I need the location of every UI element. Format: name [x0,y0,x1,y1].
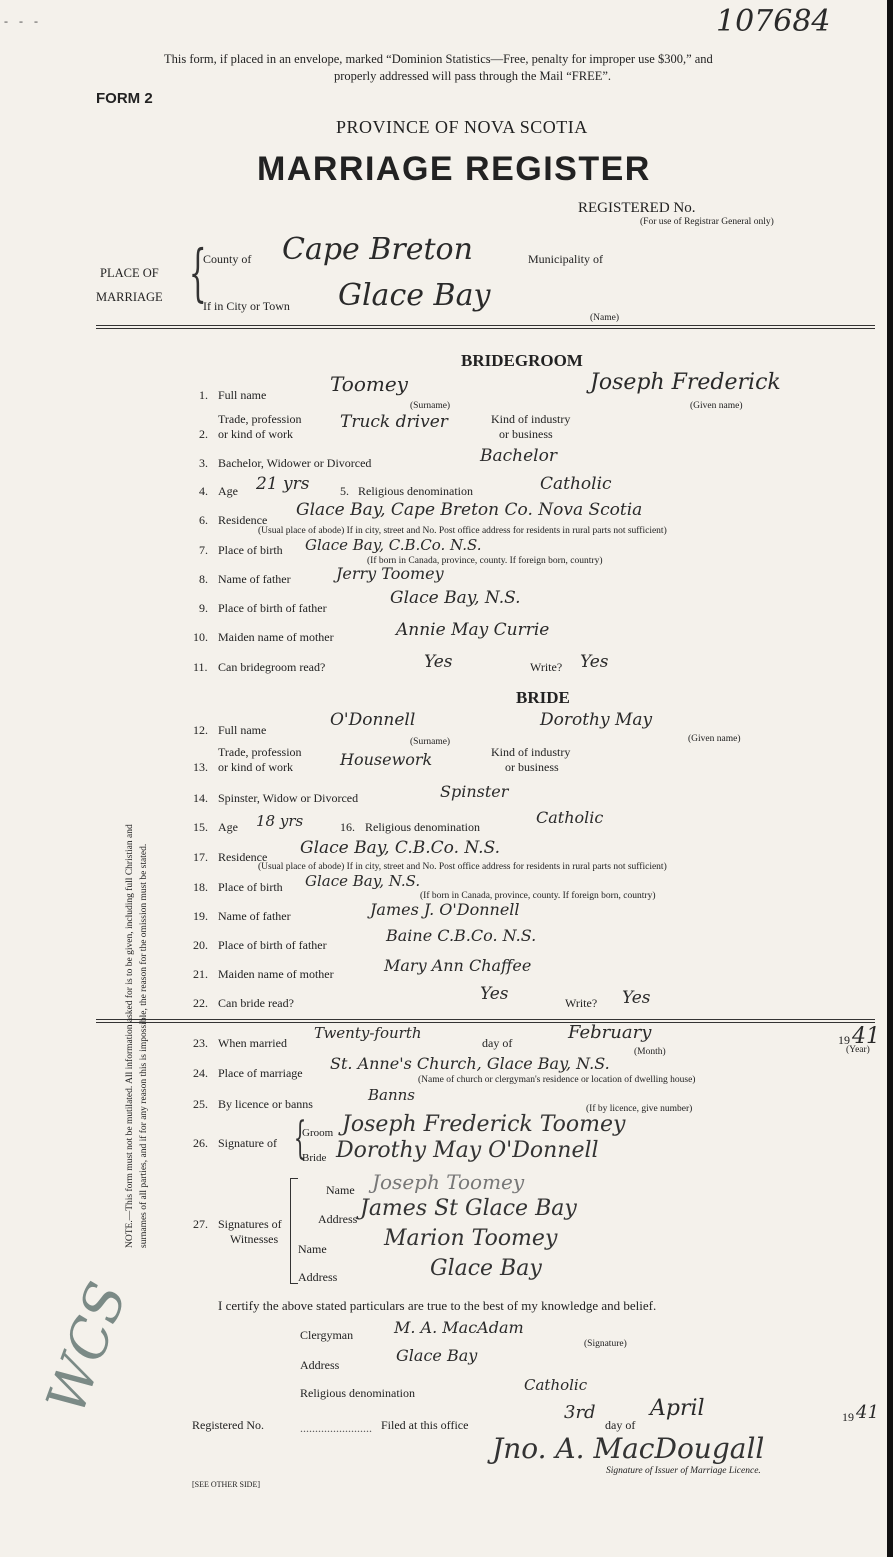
notice-line-2: properly addressed will pass through the Mail “FREE”. [334,69,612,83]
row-number: 19. [193,909,208,923]
denomination-label: Religious denomination [300,1386,415,1400]
row-number: 12. [193,723,208,737]
corner-marks: - - - [4,14,42,28]
witness-name-label: Name [298,1242,327,1256]
bride-write-label: Write? [565,996,598,1010]
row-number: 13. [193,760,208,774]
witnesses-label-b: Witnesses [230,1232,279,1246]
certification-statement: I certify the above stated particulars are true to the best of my knowledge and belief. [218,1298,657,1313]
notice-line-1: This form, if placed in an envelope, marked “Dominion Statistics—Free, penalty for improper use $300,” and [164,52,713,66]
groom-religion-label: Religious denomination [358,484,473,498]
row-number: 4. [199,484,208,498]
groom-write-label: Write? [530,660,563,674]
witness-address-label: Address [318,1212,358,1226]
bride-status: Spinster [440,782,509,801]
row-number: 26. [193,1136,208,1150]
bride-trade: Housework [340,750,433,769]
bridegroom-heading: BRIDEGROOM [461,351,583,370]
city-value: Glace Bay [338,278,491,313]
issuer-signature: Jno. A. MacDougall [492,1432,765,1465]
witness-2-address: Glace Bay [430,1256,542,1281]
groom-birthplace-label: Place of birth [218,543,283,557]
bride-full-name-label: Full name [218,723,267,737]
place-note: (Name of church or clergyman's residence or location of dwelling house) [418,1075,696,1085]
clergyman-label: Clergyman [300,1328,354,1342]
groom-industry-label-a: Kind of industry [491,412,571,426]
groom-signature: Joseph Frederick Toomey [342,1112,626,1137]
bride-read-label: Can bride read? [218,996,294,1010]
row-number: 5. [340,484,349,498]
groom-residence-label: Residence [218,513,268,527]
row-number: 20. [193,938,208,952]
surname-note: (Surname) [410,401,451,411]
married-year: 41 [852,1024,880,1049]
residence-note: (Usual place of abode) If in city, street and No. Post office address for residents in rural parts not sufficient) [258,526,667,536]
filed-month: April [650,1396,705,1421]
row-number: 25. [193,1097,208,1111]
groom-status: Bachelor [480,446,557,466]
groom-full-name-label: Full name [218,388,267,402]
row-number: 10. [193,630,208,644]
groom-label: Groom [302,1127,334,1139]
clergyman-address: Glace Bay [396,1346,478,1365]
filed-year-prefix: 19 [842,1410,854,1424]
year-prefix: 19 [838,1033,850,1047]
bride-industry-label-b: or business [505,760,559,774]
row-number: 9. [199,601,208,615]
row-number: 27. [193,1217,208,1231]
row-number: 22. [193,996,208,1010]
bride-birthplace-label: Place of birth [218,880,283,894]
residence-note: (Usual place of abode) If in city, street and No. Post office address for residents in rural parts not sufficient) [258,862,667,872]
see-other-side: [SEE OTHER SIDE] [192,1480,260,1489]
filed-label: Filed at this office [381,1418,469,1432]
groom-father-label: Name of father [218,572,291,586]
given-name-note: (Given name) [690,401,743,411]
groom-surname: Toomey [330,372,408,396]
groom-father: Jerry Toomey [336,564,444,583]
bride-age-label: Age [218,820,238,834]
surname-note: (Surname) [410,737,451,747]
registered-no-label: REGISTERED No. [578,200,696,216]
form-label: FORM 2 [96,90,153,107]
year-note: (Year) [846,1045,870,1055]
groom-age: 21 yrs [256,474,310,494]
witness-address-label: Address [298,1270,338,1284]
bride-status-label: Spinster, Widow or Divorced [218,791,359,805]
bride-write: Yes [622,988,651,1008]
marriage-place: St. Anne's Church, Glace Bay, N.S. [330,1054,610,1073]
municipality-label: Municipality of [528,252,603,266]
clergyman-denomination: Catholic [524,1376,588,1394]
witness-bracket [290,1178,298,1284]
serial-stamp: 107684 [716,4,831,39]
groom-residence: Glace Bay, Cape Breton Co. Nova Scotia [296,500,643,520]
place-of-marriage-label: Place of marriage [218,1066,303,1080]
registered-no-footer-label: Registered No. [192,1418,264,1432]
bride-mother: Mary Ann Chaffee [384,956,532,975]
filed-day-of-label: day of [605,1418,636,1432]
given-name-note: (Given name) [688,734,741,744]
row-number: 11. [193,660,208,674]
divider [96,325,875,329]
licence-value: Banns [368,1086,415,1104]
witness-2-name: Marion Toomey [384,1226,558,1251]
groom-birthplace: Glace Bay, C.B.Co. N.S. [305,536,482,554]
row-number: 17. [193,850,208,864]
married-day: Twenty-fourth [314,1024,422,1042]
groom-mother: Annie May Currie [396,620,550,640]
bride-surname: O'Donnell [330,710,416,730]
married-month: February [568,1022,652,1043]
groom-status-label: Bachelor, Widower or Divorced [218,456,372,470]
bride-signature: Dorothy May O'Donnell [336,1138,599,1163]
row-number: 18. [193,880,208,894]
bride-given-name: Dorothy May [540,710,653,730]
bride-birthplace: Glace Bay, N.S. [305,872,421,890]
row-number: 21. [193,967,208,981]
filed-year: 41 [856,1402,879,1423]
birth-note: (If born in Canada, province, county. If foreign born, country) [420,891,656,901]
groom-given-name: Joseph Frederick [590,370,781,395]
bride-heading: BRIDE [516,688,570,707]
row-number: 15. [193,820,208,834]
bride-father-birth-label: Place of birth of father [218,938,327,952]
divider [96,1019,875,1023]
row-number: 24. [193,1066,208,1080]
row-number: 8. [199,572,208,586]
groom-trade-label-a: Trade, profession [218,412,302,426]
licence-label: By licence or banns [218,1097,313,1111]
groom-read-label: Can bridegroom read? [218,660,326,674]
groom-industry-label-b: or business [499,427,553,441]
city-label: If in City or Town [203,299,290,313]
bride-father-birth: Baine C.B.Co. N.S. [386,926,537,945]
groom-read: Yes [424,652,453,672]
bride-mother-label: Maiden name of mother [218,967,334,981]
province-heading: PROVINCE OF NOVA SCOTIA [336,117,588,137]
clergyman-signature: M. A. MacAdam [394,1318,524,1337]
margin-initials: WCS [34,1274,139,1422]
registrar-note: (For use of Registrar General only) [640,217,774,227]
groom-religion: Catholic [540,474,612,494]
bride-read: Yes [480,984,509,1004]
bride-trade-label-b: or kind of work [218,760,293,774]
brace-icon: { [188,236,207,309]
witness-name-label: Name [326,1183,355,1197]
groom-age-label: Age [218,484,238,498]
witness-1-address: James St Glace Bay [360,1196,577,1221]
row-number: 14. [193,791,208,805]
county-label: County of [203,252,252,266]
birth-note: (If born in Canada, province, county. If foreign born, country) [367,556,603,566]
marriage-label: MARRIAGE [96,290,163,304]
bride-trade-label-a: Trade, profession [218,745,302,759]
row-number: 23. [193,1036,208,1050]
bride-label: Bride [302,1152,327,1164]
row-number: 6. [199,513,208,527]
dotted-leader: ........................ [300,1421,372,1435]
day-of-label: day of [482,1036,513,1050]
bride-father: James J. O'Donnell [370,900,520,919]
signature-note: (Signature) [584,1339,627,1349]
groom-father-birth-label: Place of birth of father [218,601,327,615]
groom-mother-label: Maiden name of mother [218,630,334,644]
county-value: Cape Breton [282,232,473,267]
side-note-line-1: NOTE.—This form must not be mutilated. All information asked for is to be given, including full Christian and [125,824,135,1248]
signature-of-label: Signature of [218,1136,277,1150]
when-married-label: When married [218,1036,287,1050]
witnesses-label-a: Signatures of [218,1217,282,1231]
bride-residence-label: Residence [218,850,268,864]
bride-age: 18 yrs [256,812,304,830]
issuer-note: Signature of Issuer of Marriage Licence. [606,1466,761,1476]
filed-day: 3rd [564,1402,596,1423]
page-title: MARRIAGE REGISTER [257,150,651,188]
groom-father-birth: Glace Bay, N.S. [390,588,521,608]
place-of-label: PLACE OF [100,266,159,280]
bride-residence: Glace Bay, C.B.Co. N.S. [300,838,501,858]
row-number: 16. [340,820,355,834]
licence-note: (If by licence, give number) [586,1104,693,1114]
groom-trade-label-b: or kind of work [218,427,293,441]
bride-religion-label: Religious denomination [365,820,480,834]
row-number: 7. [199,543,208,557]
row-number: 3. [199,456,208,470]
bride-father-label: Name of father [218,909,291,923]
bride-religion: Catholic [536,808,604,827]
side-note-line-2: surnames of all parties, and if for any reason this is impossible, the reason for the omission must be stated. [139,843,149,1248]
row-number: 1. [199,388,208,402]
groom-write: Yes [580,652,609,672]
row-number: 2. [199,427,208,441]
groom-trade: Truck driver [340,412,448,432]
bride-industry-label-a: Kind of industry [491,745,571,759]
brace-icon: { [293,1113,307,1164]
month-note: (Month) [634,1047,666,1057]
address-label: Address [300,1358,340,1372]
city-name-note: (Name) [590,313,620,323]
witness-1-name: Joseph Toomey [372,1170,525,1194]
